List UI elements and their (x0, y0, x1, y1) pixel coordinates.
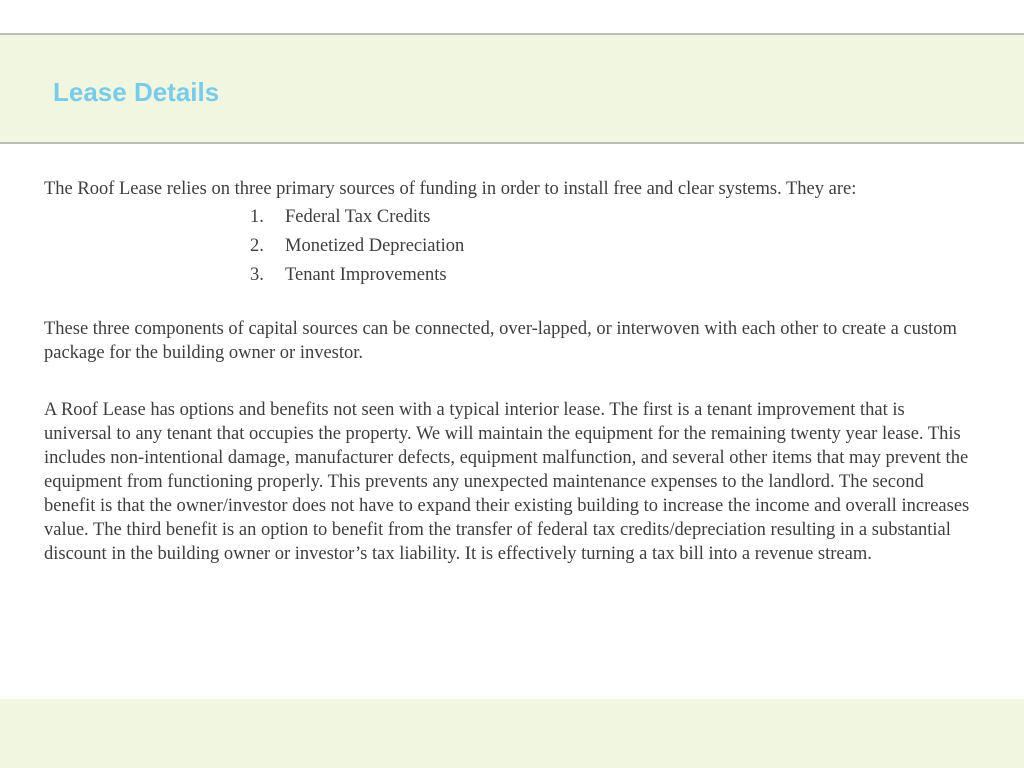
list-item-number: 1. (250, 207, 264, 227)
list-item (44, 234, 976, 263)
roof-lease-benefits-paragraph: A Roof Lease has options and benefits not seen with a typical interior lease. The first is a tenant improvement that is universal to any tenant that occupies the property. We will maintain the equipment for the remaining twenty year lease. This includes non-intentional damage, manufacturer defects, equipment malfunction, and several other items that may prevent the equipment from functioning properly. This prevents any unexpected maintenance expenses to the landlord. The second benefit is that the owner/investor does not have to expand their existing building to increase the income and overall increases value. The third benefit is an option to benefit from the transfer of federal tax credits/depreciation resulting in a substantial discount in the building owner or investor’s tax liability. It is effectively turning a tax bill into a revenue stream. (44, 400, 970, 564)
header-band (0, 33, 1024, 144)
list-item-number: 3. (250, 265, 264, 285)
slide-title: Lease Details (53, 77, 220, 107)
list-item-label: Tenant Improvements (285, 265, 447, 285)
list-item-label: Monetized Depreciation (285, 236, 465, 256)
footer-band (0, 699, 1024, 768)
list-item (44, 263, 976, 292)
list-item-label: Federal Tax Credits (285, 207, 431, 227)
list-item (44, 205, 976, 234)
funding-sources-list (44, 205, 976, 292)
intro-paragraph: The Roof Lease relies on three primary sources of funding in order to install free and clear systems. They are: (44, 179, 857, 199)
capital-sources-paragraph: These three components of capital sources can be connected, over-lapped, or interwoven with each other to create a custom package for the building owner or investor. (44, 319, 957, 363)
slide-body (44, 177, 976, 566)
list-item-number: 2. (250, 236, 264, 256)
